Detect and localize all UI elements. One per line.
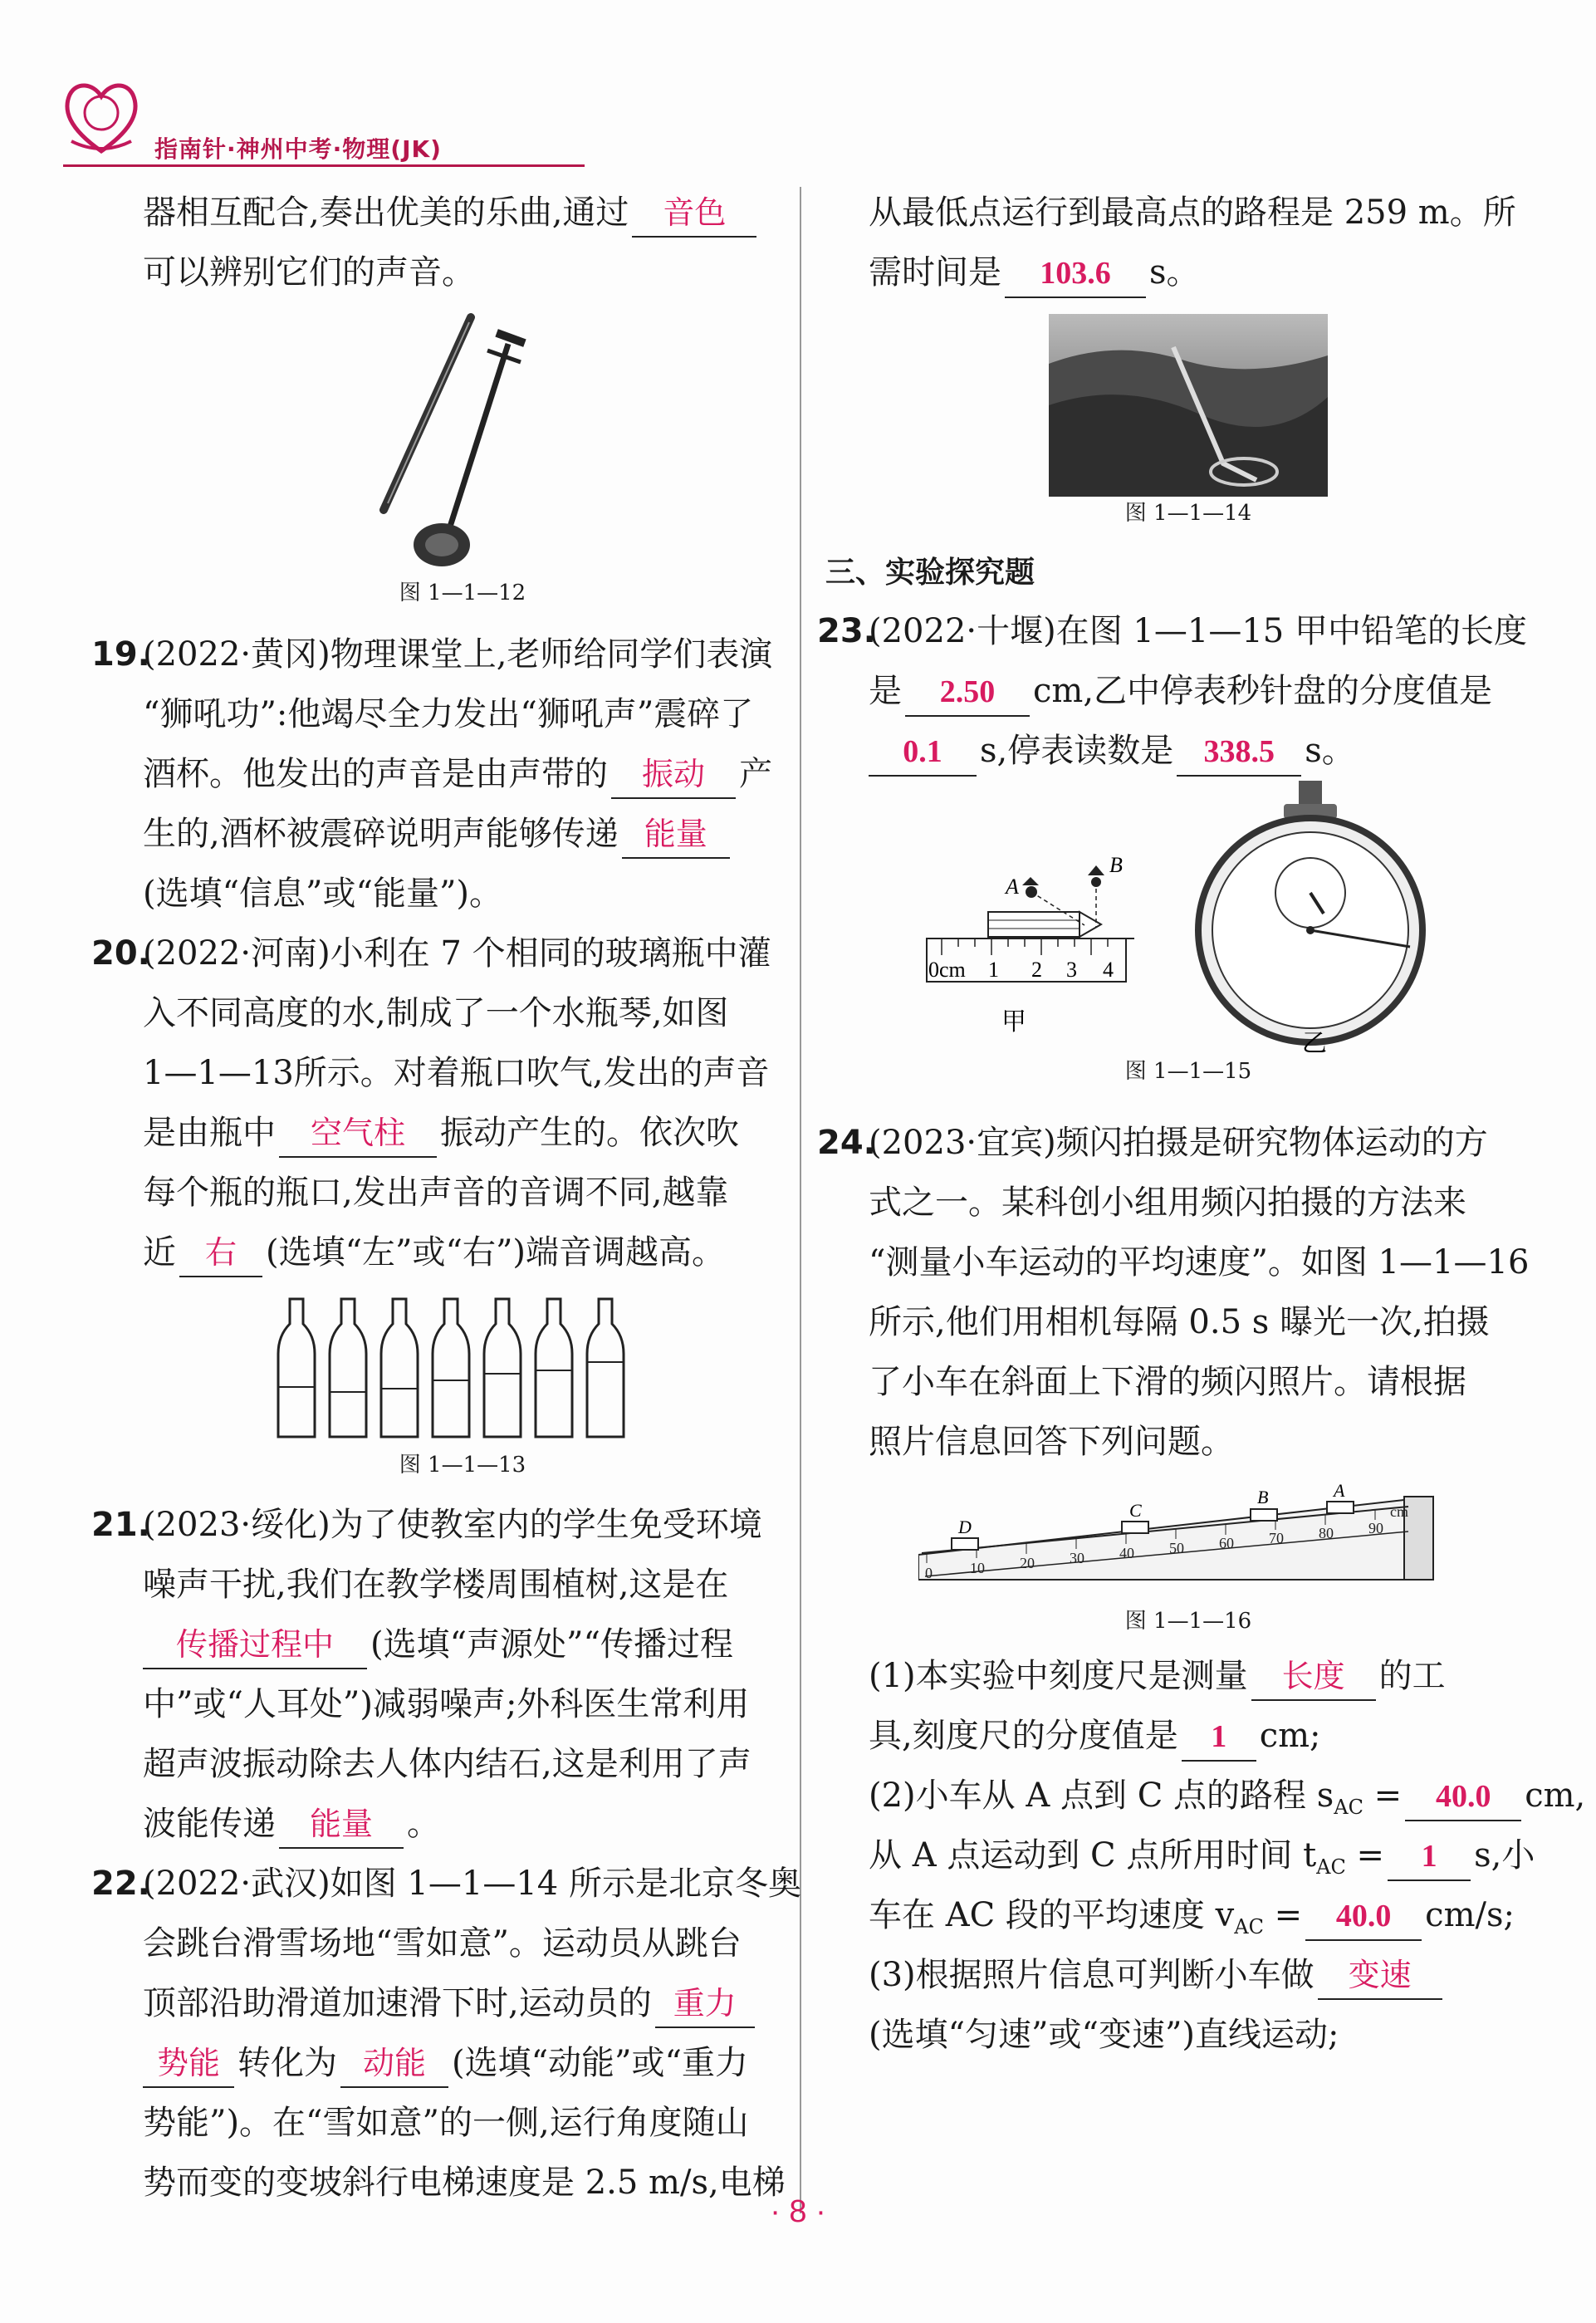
svg-text:80: 80 — [1319, 1525, 1334, 1541]
ruler-and-stopwatch-icon — [918, 781, 1500, 1055]
label-a: A — [1334, 1480, 1345, 1501]
text-line: 中”或“人耳处”)减弱噪声;外科医生常利用 — [143, 1685, 750, 1723]
text-line: 入不同高度的水,制成了一个水瓶琴,如图 — [143, 994, 729, 1032]
answer-blank: 2.50 — [905, 669, 1030, 717]
column-divider — [800, 187, 801, 2213]
text-line: 0.1 s,停表读数是 338.5 s。 — [869, 721, 1508, 781]
text-line: 超声波振动除去人体内结石,这是利用了声 — [143, 1745, 751, 1783]
figure-15 — [918, 781, 1500, 1055]
answer-blank: 能量 — [279, 1801, 404, 1849]
answer-blank: 右 — [179, 1229, 262, 1277]
answer-blank: 空气柱 — [279, 1110, 437, 1158]
label-jia: 甲 — [1001, 1007, 1026, 1037]
stopwatch-icon — [1198, 781, 1422, 1055]
text-line: 传播过程中 (选填“声源处”“传播过程 — [143, 1615, 782, 1674]
svg-text:cm: cm — [1390, 1503, 1408, 1520]
text-line: 照片信息回答下列问题。 — [869, 1423, 1234, 1461]
svg-text:30: 30 — [1070, 1550, 1084, 1566]
text-line: 式之一。某科创小组用频闪拍摄的方法来 — [869, 1184, 1466, 1222]
answer-blank: 1 — [1388, 1833, 1471, 1881]
answer-blank: 能量 — [622, 811, 730, 859]
label-c: C — [1129, 1500, 1142, 1521]
text-line: 会跳台滑雪场地“雪如意”。运动员从跳台 — [143, 1924, 742, 1963]
answer-blank: 103.6 — [1005, 250, 1146, 298]
text-line: “狮吼功”:他竭尽全力发出“狮吼声”震碎了 — [143, 695, 754, 733]
text-line: 是由瓶中 空气柱 振动产生的。依次吹 — [143, 1103, 782, 1163]
text-line: 波能传递 能量 。 — [143, 1794, 782, 1854]
text-line: 生的,酒杯被震碎说明声能够传递 能量 — [143, 804, 782, 864]
figure-caption: 图 1—1—12 — [399, 581, 526, 605]
question-22: 22. (2022·武汉)如图 1—1—14 所示是北京冬奥 — [143, 1854, 782, 1914]
question-23: 23. (2022·十堰)在图 1—1—15 甲中铅笔的长度 — [869, 601, 1508, 661]
question-number: 20. — [91, 934, 150, 973]
svg-text:60: 60 — [1219, 1535, 1234, 1551]
svg-text:40: 40 — [1119, 1545, 1134, 1561]
label-yi: 乙 — [1302, 1029, 1327, 1055]
left-column — [91, 183, 801, 2213]
incline-ruler-icon — [918, 1480, 1450, 1605]
page-number: · 8 · — [770, 2194, 826, 2229]
text-line: (选填“信息”或“能量”)。 — [143, 875, 503, 913]
header-title: 指南针·神州中考·物理(JK) — [154, 135, 442, 163]
answer-blank: 变速 — [1318, 1952, 1442, 2000]
text-line: 器相互配合,奏出优美的乐曲,通过 音色 — [143, 183, 782, 243]
text-line: 可以辨别它们的声音。 — [143, 253, 475, 292]
figure-water-bottles — [272, 1282, 654, 1448]
answer-blank: 音色 — [632, 189, 756, 238]
text-line: 需时间是 103.6 s。 — [869, 243, 1508, 302]
text-line: 每个瓶的瓶口,发出声音的音调不同,越靠 — [143, 1174, 729, 1212]
question-number: 19. — [91, 635, 150, 674]
answer-blank: 0.1 — [869, 728, 977, 777]
question-21: 21. (2023·绥化)为了使教室内的学生免受环境 — [143, 1495, 782, 1555]
bottles-icon — [272, 1282, 654, 1448]
figure-caption: 图 1—1—14 — [1124, 501, 1252, 526]
text-line: (选填“匀速”或“变速”)直线运动; — [869, 2016, 1339, 2054]
text-line: 势而变的变坡斜行电梯速度是 2.5 m/s,电梯 — [143, 2164, 786, 2202]
text-line: 了小车在斜面上下滑的频闪照片。请根据 — [869, 1363, 1466, 1401]
question-20: 20. (2022·河南)小利在 7 个相同的玻璃瓶中灌 — [143, 924, 782, 983]
publisher-logo-icon — [60, 76, 143, 156]
text-line: 近 右 (选填“左”或“右”)端音调越高。 — [143, 1223, 782, 1282]
text-line: (3)根据照片信息可判断小车做 变速 — [869, 1945, 1508, 2005]
text-line: (1)本实验中刻度尺是测量 长度 的工 — [869, 1646, 1508, 1706]
answer-blank: 振动 — [611, 751, 736, 799]
answer-blank: 长度 — [1251, 1653, 1376, 1701]
right-column — [817, 183, 1586, 2065]
label-d: D — [958, 1517, 972, 1537]
figure-ski-jump-photo — [1049, 314, 1328, 497]
text-line: 具,刻度尺的分度值是 1 cm; — [869, 1706, 1508, 1766]
answer-blank: 1 — [1182, 1713, 1256, 1762]
question-number: 24. — [817, 1124, 876, 1162]
svg-text:20: 20 — [1020, 1555, 1035, 1571]
text-line: 从最低点运行到最高点的路程是 259 m。所 — [869, 194, 1516, 232]
question-number: 23. — [817, 612, 876, 650]
question-number: 22. — [91, 1865, 150, 1903]
ruler-with-pencil — [927, 853, 1134, 1037]
text-line: 所示,他们用相机每隔 0.5 s 曝光一次,拍摄 — [869, 1303, 1490, 1341]
svg-text:10: 10 — [970, 1560, 985, 1576]
question-19: 19. (2022·黄冈)物理课堂上,老师给同学们表演 — [143, 625, 782, 684]
answer-blank: 势能 — [143, 2040, 234, 2088]
text-line: (2)小车从 A 点到 C 点的路程 $s_{AC} = 40.0$ cm, — [869, 1766, 1508, 1826]
text-line: 顶部沿助滑道加速滑下时,运动员的 重力 — [143, 1973, 782, 2033]
text-line: 是 2.50 cm,乙中停表秒针盘的分度值是 — [869, 661, 1508, 721]
label-b: B — [1109, 853, 1123, 877]
figure-caption: 图 1—1—16 — [1124, 1609, 1252, 1634]
answer-blank: 40.0 — [1305, 1893, 1422, 1941]
figure-caption: 图 1—1—13 — [399, 1453, 526, 1478]
label-a: A — [1006, 875, 1019, 899]
label-b: B — [1257, 1487, 1269, 1507]
ruler-label: 2 — [1031, 958, 1042, 982]
header-rule — [63, 164, 585, 167]
answer-blank: 338.5 — [1177, 728, 1301, 777]
answer-blank: 重力 — [655, 1980, 755, 2028]
ski-jump-photo-icon — [1049, 314, 1328, 497]
figure-16 — [918, 1480, 1450, 1605]
question-24: 24. (2023·宜宾)频闪拍摄是研究物体运动的方 — [869, 1113, 1508, 1173]
flute-and-sanxian-icon — [338, 302, 587, 576]
ruler-label: 0cm — [928, 958, 966, 982]
section-heading: 三、实验探究题 — [825, 556, 1035, 590]
text-line: “测量小车运动的平均速度”。如图 1—1—16 — [869, 1243, 1530, 1282]
text-line: 噪声干扰,我们在教学楼周围植树,这是在 — [143, 1566, 729, 1604]
svg-text:0: 0 — [925, 1565, 933, 1581]
figure-caption: 图 1—1—15 — [1124, 1059, 1252, 1084]
answer-blank: 传播过程中 — [143, 1621, 367, 1669]
text-line: 1—1—13所示。对着瓶口吹气,发出的声音 — [143, 1054, 770, 1092]
question-number: 21. — [91, 1506, 150, 1544]
ruler-label: 1 — [988, 958, 999, 982]
figure-instruments — [338, 302, 587, 576]
ruler-label: 4 — [1103, 958, 1114, 982]
text-line: 酒杯。他发出的声音是由声带的 振动 产 — [143, 744, 782, 804]
answer-blank: 40.0 — [1405, 1773, 1521, 1821]
answer-blank: 动能 — [340, 2040, 448, 2088]
text-line: 从 A 点运动到 C 点所用时间 $t_{AC} = 1$ s,小 — [869, 1826, 1508, 1885]
svg-text:90: 90 — [1368, 1520, 1383, 1536]
svg-text:50: 50 — [1169, 1540, 1184, 1556]
ruler-label: 3 — [1066, 958, 1077, 982]
svg-text:70: 70 — [1269, 1530, 1284, 1546]
text-line: 势能 转化为 动能 (选填“动能”或“重力 — [143, 2033, 782, 2093]
text-line: 车在 AC 段的平均速度 $v_{AC} = 40.0$ cm/s; — [869, 1885, 1508, 1945]
text-line: 势能”)。在“雪如意”的一侧,运行角度随山 — [143, 2104, 749, 2142]
